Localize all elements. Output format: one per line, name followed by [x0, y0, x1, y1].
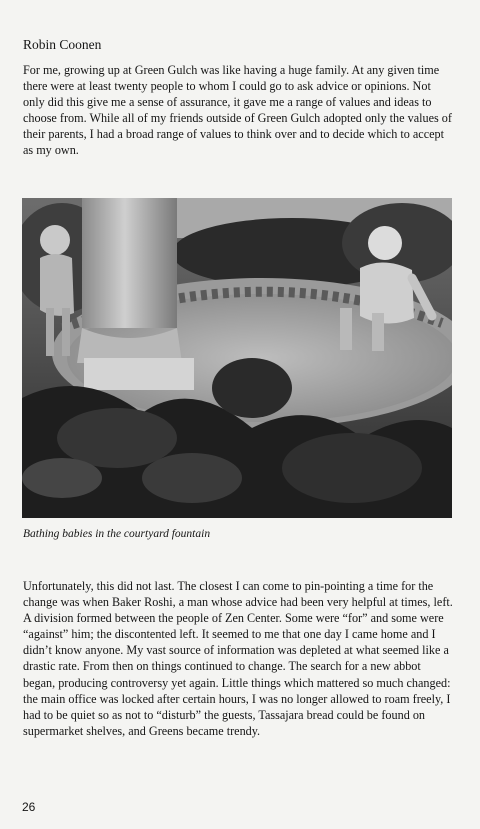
- photo-caption: Bathing babies in the courtyard fountain: [23, 528, 211, 540]
- paragraph-2: Unfortunately, this did not last. The closest I can come to pin-pointing a time for the change was when Baker Roshi, a man whose advice had been very helpful at times, left. A division formed between the people of Zen Center. Some were “for” and some were “against” him; the discontented left. It seemed to me that one day I came home and I didn’t know anyone. My vast source of information was depleted at what seemed like a drastic rate. From then on things continued to change. The search for a new abbot began, producing controversy yet again. Little things which mattered so much changed: the main office was locked after certain hours, I was no longer allowed to roam freely, I had to be quiet so as not to “disturb” the guests, Tassajara bread could be found on supermarket shelves, and Greens became trendy.: [23, 579, 453, 738]
- author-name: Robin Coonen: [23, 37, 102, 52]
- paragraph-1: For me, growing up at Green Gulch was like having a huge family. At any given time there were at least twenty people to whom I could go to ask advice or opinions. Not only did this give me a sense of assurance, it gave me a range of values and ideas to choose from. While all of my friends outside of Green Gulch adopted only the values of their parents, I had a broad range of values to think over and to decide which to accept as my own.: [23, 63, 452, 158]
- fountain-photo: [22, 198, 452, 518]
- fountain-photo-illustration: [22, 198, 452, 518]
- page-number: 26: [22, 800, 36, 814]
